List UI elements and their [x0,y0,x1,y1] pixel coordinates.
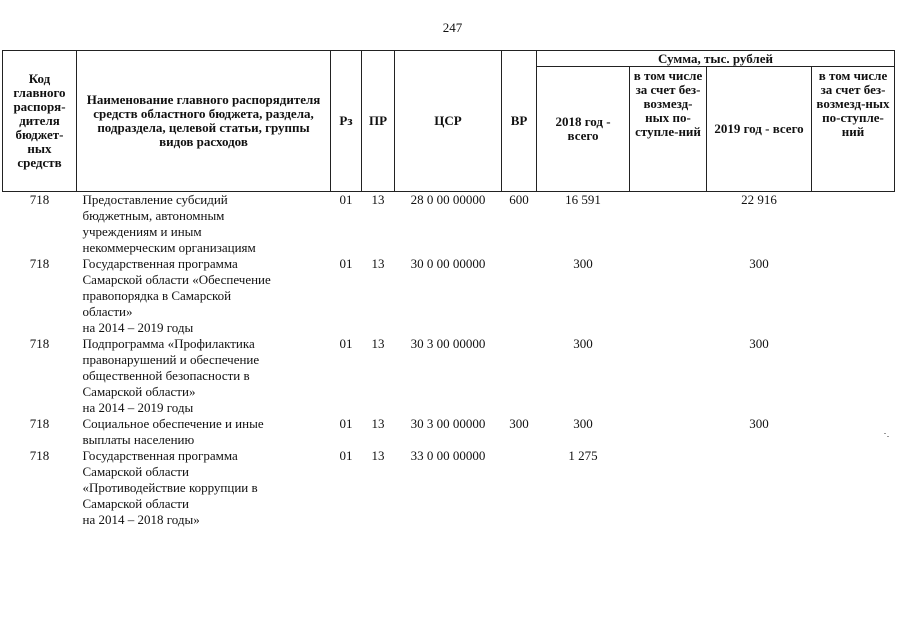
cell-2019-incl [812,416,895,448]
budget-table [2,50,895,528]
cell-name-line: Подпрограмма «Профилактика [82,336,255,351]
cell-name [77,448,331,528]
cell-csr: 30 3 00 00000 [410,336,486,351]
cell-name-line: Государственная программа [82,256,238,271]
cell-rz: 01 [339,192,353,207]
cell-2018-total: 300 [573,336,593,351]
table-row [3,192,895,257]
cell-code: 718 [29,192,50,207]
cell-name-line: на 2014 – 2019 годы [82,320,194,335]
header-code: Код главного распоря-дителя бюджет-ных средств [3,51,77,192]
cell-2018-incl [630,336,707,416]
table-row [3,256,895,336]
cell-2018-total: 300 [573,256,593,271]
cell-name-line: Самарской области» [82,384,196,399]
cell-name-line: «Противодействие коррупции в [82,480,258,495]
cell-name [77,256,331,336]
cell-2018-total: 1 275 [568,448,598,463]
cell-pr: 13 [371,336,385,351]
cell-name-line: Предоставление субсидий [82,192,228,207]
cell-pr: 13 [371,256,385,271]
cell-2019-total: 22 916 [741,192,777,207]
page-number: 247 [442,20,463,35]
cell-vr: 300 [509,416,529,431]
cell-2019-incl [812,256,895,336]
cell-pr: 13 [371,448,385,463]
table-row [3,416,895,448]
cell-csr: 33 0 00 00000 [410,448,486,463]
cell-name-line: Социальное обеспечение и иные [82,416,264,431]
header-2019-total: 2019 год - всего [707,67,812,192]
cell-code: 718 [29,448,50,463]
table-header [3,51,895,192]
cell-name [77,416,331,448]
cell-code: 718 [29,336,50,351]
cell-name-line: области» [82,304,133,319]
cell-name-line: на 2014 – 2019 годы [82,400,194,415]
scan-speck [887,436,889,437]
header-pr: ПР [362,51,395,192]
cell-2018-incl [630,448,707,528]
cell-pr: 13 [371,192,385,207]
cell-vr [502,336,537,416]
cell-name [77,336,331,416]
scan-speck [884,433,886,434]
cell-name-line: бюджетным, автономным [82,208,225,223]
cell-vr: 600 [509,192,529,207]
table-row [3,336,895,416]
table-body [3,192,895,529]
cell-name-line: выплаты населению [82,432,195,447]
cell-name-line: Самарской области «Обеспечение [82,272,271,287]
cell-name [77,192,331,257]
cell-vr [502,448,537,528]
cell-rz: 01 [339,256,353,271]
cell-2019-total: 300 [749,336,769,351]
cell-2018-incl [630,256,707,336]
cell-name-line: некоммерческим организациям [82,240,256,255]
cell-name-line: правопорядка в Самарской [82,288,232,303]
cell-2019-incl [812,448,895,528]
cell-rz: 01 [339,416,353,431]
table-row [3,448,895,528]
cell-2018-incl [630,416,707,448]
cell-2019-total: 300 [749,416,769,431]
cell-rz: 01 [339,448,353,463]
cell-2019-total: 300 [749,256,769,271]
cell-name-line: учреждениям и иным [82,224,202,239]
cell-name-line: на 2014 – 2018 годы» [82,512,200,527]
cell-2018-total: 300 [573,416,593,431]
header-name: Наименование главного распорядителя средств областного бюджета, раздела, подраздела, целевой статьи, группы видов расходов [77,51,331,192]
cell-csr: 30 0 00 00000 [410,256,486,271]
cell-2018-total: 16 591 [565,192,601,207]
header-vr: ВР [502,51,537,192]
cell-csr: 30 3 00 00000 [410,416,486,431]
cell-pr: 13 [371,416,385,431]
header-2019-incl: в том числе за счет без-возмезд-ных по-ступле-ний [812,67,895,192]
cell-name-line: общественной безопасности в [82,368,250,383]
cell-name-line: Самарской области [82,464,189,479]
cell-rz: 01 [339,336,353,351]
header-sum-group: Сумма, тыс. рублей [537,51,895,67]
cell-code: 718 [29,416,50,431]
cell-vr [502,256,537,336]
cell-2019-incl [812,192,895,257]
cell-csr: 28 0 00 00000 [410,192,486,207]
header-2018-total: 2018 год - всего [537,67,630,192]
cell-name-line: Самарской области [82,496,189,511]
cell-code: 718 [29,256,50,271]
cell-2019-incl [812,336,895,416]
cell-name-line: правонарушений и обеспечение [82,352,260,367]
header-csr: ЦСР [395,51,502,192]
cell-2019-total [707,448,812,528]
header-rz: Рз [331,51,362,192]
cell-name-line: Государственная программа [82,448,238,463]
cell-2018-incl [630,192,707,257]
header-2018-incl: в том числе за счет без-возмезд-ных по-ступле-ний [630,67,707,192]
